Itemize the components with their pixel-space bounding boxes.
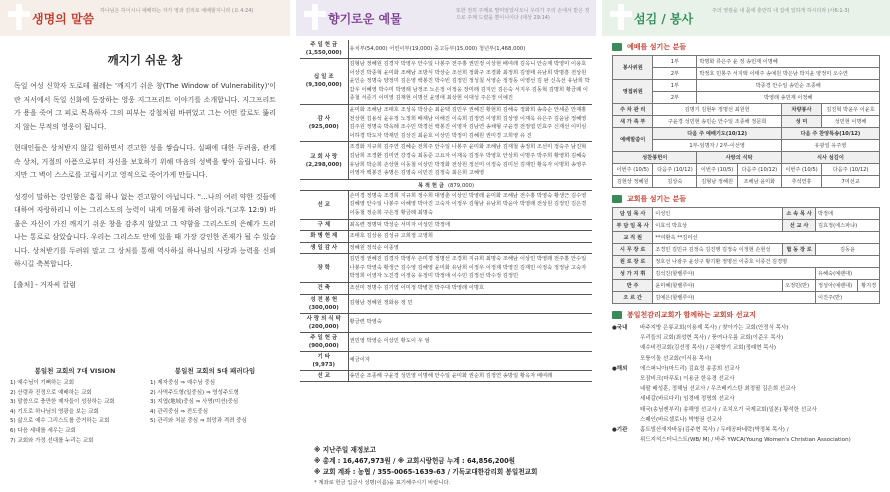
cell: 소 속 목 사 [783, 208, 816, 220]
offering-label: 화 병 헌 제 [300, 231, 348, 243]
cell: 성민현 이명해 [822, 116, 880, 128]
offering-label: 생 일 감 사 [300, 242, 348, 254]
cell: 김효정(에스파냐) [816, 220, 880, 232]
cell: 김동윤 [816, 244, 880, 256]
cross-icon [610, 4, 632, 30]
section-marker-icon [612, 311, 622, 319]
offering-names: 예금이자 [348, 351, 592, 370]
cell: 김형남 정혜원 [697, 176, 737, 188]
offering-label: 목 적 헌 금 [417, 182, 444, 189]
cell: 이성인 [653, 208, 783, 220]
offering-row [300, 190, 592, 219]
service-header-verse: 주의 영광을 내 몫에 충만히 내 집에 일하게 하시더라 (사6:1-3) [712, 8, 850, 14]
offering-label: 선 교 [300, 190, 348, 219]
vision-list [10, 366, 140, 446]
vision-item: 3) 말씀으로 충만한 제자들이 성장하는 교회 [10, 399, 115, 406]
offering-label: 성 전 봉 헌 (300,000) [300, 294, 348, 313]
cell: 추석연휴 [781, 176, 821, 188]
sermon-header [0, 0, 290, 36]
cell: 조경민 김민규 김정숙 김진행 김정숙 이정현 손현성 [653, 244, 783, 256]
cell: 이번주 (10/5) [781, 164, 821, 176]
cell: 성 미 [781, 116, 821, 128]
offering-names: 황금련 박영숙 [348, 313, 592, 332]
cell: 다음 주 찬양특송(10/12) [781, 128, 879, 140]
cell: 이효석 박효상 [653, 220, 783, 232]
offering-label: 기 타 (9,973) [300, 351, 348, 370]
section-marker-icon [612, 43, 622, 51]
offering-names: 김형남 정혜원 김경자 박영우 안수일 나봉주 전주홍 권민정 이상현 배여래 김옥니 안승제 박영미 이용호 이상진 박종혁 윤미화 조해남 조방식 박상순 조선희 정화구 조경화 최정희 김영태 유남희 박명흥 전상원 윤인순 정명숙 양정미 김은영 백봉진 박수빈 김정민 정성칠 서영순 정정동 이영선 김 완 신옥선 유남희 박갑우 이혜영 박수미 박영래 남정조 노은정 이정웅 장미래 김지인 김은숙 서지우 김동혁 김명희 황금례 이종철 서준기 이미영 김재현 이명선 윤영애 최상현 이대성 주은정 이예진 [348, 59, 592, 105]
cell: 영접위원 [613, 80, 653, 104]
offering-label: 주 일 헌 금 (1,550,000) [300, 40, 348, 59]
offering-row [300, 231, 592, 243]
service-column [602, 0, 890, 492]
offering-category [300, 179, 592, 190]
mission-item: 모잠비크(마푸토) 이용균 한유경 선교사 [640, 376, 735, 383]
cross-icon [304, 4, 326, 30]
cell: 다음 주 예배기도(10/12) [653, 128, 781, 140]
cell: 김석진(할렐루야) [653, 268, 816, 280]
mission-list [612, 323, 880, 445]
offering-row [300, 59, 592, 105]
finance-total: ※ 총계 : 16,467,973원 / ※ 교회시랑헌금 누계 : 64,856,200원 [314, 457, 516, 465]
cell: 정호선 나광주 윤상구 황기환 정명선 이중호 이종건 김경명 [653, 256, 880, 268]
mission-item: 모퉁이돌 선교회(이서용 목사) [640, 355, 712, 362]
offering-names: 손미경 정명숙 조경희 지규희 정수희 대영춘 이상인 박영래 윤미화 조해남 전수홍 박영숙 황생근 김수영 김혜영 안수일 나봉주 이혜영 박아진 고숙자 이정우 김형남 유남희 박윤아 박영래 전상원 김정민 김은경 이동철 정순희 구은정 황금례 최명숙 [348, 190, 592, 219]
cell: 김상숙 [653, 176, 697, 188]
offering-label: 선 교 [300, 370, 348, 382]
cell: 교 직 원 [613, 232, 653, 244]
cell: 반 주 [613, 280, 653, 292]
vision-item: 4) 기도로 하나님의 영광을 보는 교회 [10, 408, 99, 415]
offering-row [300, 104, 592, 141]
paradigm-item: 2) 사역주도형(일중심) ⇒ 영성주도형 [150, 389, 239, 396]
section-marker-icon [612, 195, 622, 203]
sermon-header-title: 생명의 말씀 [32, 12, 95, 26]
cell: 부 담 임 목 사 [613, 220, 653, 232]
offering-row [300, 332, 592, 351]
cell: 박명화 류은주 윤 정 송민재 이명혜 [697, 56, 880, 68]
mission-item: 태국(송님켄부리) 송해영 선교사 / 조치오기 국제교회(일본) 황석한 선교사 [640, 406, 817, 413]
cell: 선 교 사 [783, 220, 816, 232]
cell: 예배말씀이 [613, 128, 653, 152]
finance-report [314, 445, 537, 488]
cell: 황지경 [858, 280, 880, 292]
offering-row [300, 40, 592, 59]
offering-row [300, 242, 592, 254]
cell: 박정호 민봉주 서지택 이태주 송예원 박은남 박지윤 양정미 오수연 [697, 68, 880, 80]
vision-item: 5) 삶으로 예수 그리스도를 증거하는 교회 [10, 418, 110, 425]
cell: 2부 [653, 92, 697, 104]
offering-header [296, 0, 596, 36]
offering-names: 조경화 지규희 김주연 김혜순 전희주 안수일 나봉주 윤미화 조해남 김재철 송정희 조선미 정숙주 남진혁 김남희 조경환 김미연 강경숙 최동준 고요자 이재옥 김정우 박영호 안상희 이명주 박주희 황영희 김혜숙 유남희 박순희 손상현 이동철 이상민 박정화 전상원 정선미 이정숙 김미선 김재민 황옥자 이명희 송영주 이영자 백봉진 송명은 김영숙 이민진 김정숙 최은희 고혜영 [348, 142, 592, 179]
paradigm-item: 4) 관리중심 ⇒ 전도중심 [150, 408, 209, 415]
service-header [602, 0, 890, 36]
offering-names: 조선미 정명수 김기엽 이미정 박병천 박주대 박영래 이명호 [348, 283, 592, 295]
mission-item: 위드지석스터니스트(WB/ M) / 바주 YWCA(Young Women's Christian Association) [640, 437, 851, 444]
cell: 이진주(반) [816, 292, 880, 304]
mission-group [612, 323, 880, 364]
offering-row [300, 370, 592, 382]
mission-item: 세네갈(바르다리) 임경배 정명희 선교사 [640, 396, 735, 403]
offering-label: 감 사 (925,000) [300, 104, 348, 141]
mission-item: 네팔 배성훈, 정해님 선교사 / 우즈베키스탄 최정필 김은희 선교사 [640, 386, 796, 393]
paradigm-list [150, 366, 280, 446]
sermon-paragraph: 독일 여성 신학자 도로테 죌레는 '깨지기 쉬운 창(The Window of Vulnerability)'이란 저서에서 독일 신화에 등장하는 영웅 지그프리트 이야기를 소개합니다. 지그프리트가 용을 죽여 그 피로 목욕하자 그의 피부는 강철처럼 바뀌었고 그는 어떤 칼로도 뚫리지 않는 무적의 영웅이 됩니다. [14, 82, 276, 131]
cell: 다음주 (10/12) [737, 164, 781, 176]
offering-header-title: 향기로운 예물 [328, 12, 402, 26]
offering-names: 김형남 정혜원 정화용 정 민 [348, 294, 592, 313]
cell: 박정애 [816, 208, 880, 220]
worship-servers-table [612, 55, 880, 188]
cell: 박영래 송민재 이정혜 [697, 92, 880, 104]
church-servers-heading: 교회를 섬기는 분들 [612, 194, 880, 204]
paradigm-item: 1) 제자중심 ⇒ 예수님 중심 [150, 380, 216, 386]
offering-names: 권민영 박영순 이상민 황도이 우 엄 [348, 332, 592, 351]
offering-label: 구 제 [300, 219, 348, 231]
cell: 1부-임명자 / 2부-이선영 [653, 140, 781, 152]
offering-names: 최옥련 정명덕 박성순 서미자 이성민 박정애 [348, 219, 592, 231]
cell: 다음주 (10/12) [653, 164, 697, 176]
paradigm-item: 5) 관리와 처분 중심 ⇒ 희망과 격려 중심 [150, 418, 247, 425]
cell: 조해남 윤미화 [737, 176, 781, 188]
sermon-paragraph: 현대인들은 상처받지 않길 원하면서 견고한 성을 쌓습니다. 실패에 대한 두려움, 관계 속 상처, 거절의 아픔으로부터 자신을 보호하기 위해 마음의 성벽을 쌓아 올립니다. 하지만 그 벽이 스스로를 고립시키고 영적으로 죽어가게 만듭니다. [14, 144, 276, 179]
offering-header-verse: 또한 천히 주께로 말미암았사오니 우리가 주의 손에서 받은 것으로 주께 드렸을 뿐이니이다 (대상 29:14) [456, 8, 590, 21]
vision-item: 6) 다음 세대를 세우는 교회 [10, 427, 76, 434]
mission-item: 바주지방 은류교회(이용제 목사) / 찾아가는 교회(안정식 목사) [640, 325, 789, 331]
cell: 김명기 김현두 정명선 최원헌 [653, 104, 781, 116]
cell: 담 임 목 사 [613, 208, 653, 220]
service-header-title: 섬김 / 봉사 [634, 12, 694, 26]
cell: 윤미혜(할렐루야) [653, 280, 783, 292]
mission-item: 에스퍼니아(마드리) 김효정 송종희 선교사 [640, 365, 740, 372]
offering-row [300, 142, 592, 179]
sermon-header-verse: 하나님은 하이시니 예배하는 자가 영과 진리로 예배할지니라 (요 4:24) [100, 8, 254, 14]
mission-group [612, 364, 880, 425]
offering-label: 장 학 [300, 254, 348, 283]
cell: **여환옥 **김미선 [653, 232, 880, 244]
cell: 시 무 장 로 [613, 244, 653, 256]
mission-category: ●기관 [612, 427, 628, 434]
offering-row [300, 283, 592, 295]
cell: 차량봉사 [781, 104, 821, 116]
cell: 성찬봉헌이 [613, 152, 697, 164]
sermon-source: [출처] - 거자씨 칼럼 [14, 280, 76, 289]
offering-label: 십 일 조 (9,300,000) [300, 59, 348, 105]
mission-heading: 봉일천감리교회가 함께하는 교회와 선교지 [612, 310, 880, 320]
mission-item: 예수비전교회(김선정 목사) / 은혜향기 교회(정래현 목사) [640, 345, 777, 352]
bank-account: ※ 교회 계좌 : 농협 / 355-0065-1639-63 / 기독교대한감리회 봉일천교회 [314, 468, 538, 476]
sermon-column [0, 0, 290, 492]
paradigm-item: 3) 지엽(地域)중심 ⇒ 사명(미션)중심 [150, 399, 239, 406]
worship-servers-heading: 예배를 섬기는 분들 [612, 42, 880, 52]
mission-item: 우리들의 교회(최성현 목사) / 풍여나우름 교회(이준우 목사) [640, 335, 784, 342]
cell: 1부 [653, 80, 697, 92]
cell: 협 동 장 로 [783, 244, 816, 256]
offering-label: 사 랑 의 식 탁 (200,000) [300, 313, 348, 332]
offering-names: 정혜원 정석순 이종영 [348, 242, 592, 254]
cell: 7여선교 [822, 176, 880, 188]
cell: 유광일 유주영 [781, 140, 879, 152]
cell: 새 가 족 부 [613, 116, 653, 128]
offering-label: 건 축 [300, 283, 348, 295]
offering-row [300, 219, 592, 231]
cell: 다음주 (10/12) [822, 164, 880, 176]
vision-item: 7) 교회와 가정 선대를 누리는 교회 [10, 437, 94, 444]
vision-item: 1) 예수님이 기뻐하는 교회 [10, 380, 75, 386]
cell: 사랑의 식탁 [697, 152, 781, 164]
vision-title: 봉일천 교회의 7대 VISION [34, 367, 116, 375]
sermon-title: 깨지기 쉬운 창 [107, 53, 183, 67]
vision-item: 2) 산령과 진정으로 예배하는 교회 [10, 389, 92, 396]
church-staff-table [612, 207, 880, 304]
offering-row [300, 294, 592, 313]
cell: 김진혁 박윤우 이윤호 [822, 104, 880, 116]
cell: 유혜숙(예랜대) [816, 268, 880, 280]
offering-row [300, 313, 592, 332]
cell: 성 가 지 휘 [613, 268, 653, 280]
cell: 구윤경 성민현 송민순 안수일 조종해 정문희 [653, 116, 781, 128]
offering-row [300, 179, 592, 190]
cell: 주 차 관 리 [613, 104, 653, 116]
cell: 오정민(반) [783, 280, 816, 292]
offering-names: 김민정 권혜진 김경자 박영우 손미경 정명선 조경희 지규희 최명숙 조해남 이상민 박영래 전주홍 안수일 나봉주 박영숙 황생근 김수영 김혜영 윤미화 유남희 이정우 이정재 박영진 김재민 이정숙 정정남 고숙자 박정희 이영자 노진경 이정웅 유정미 박정애 이수민 김정선 박수정 김정민 [348, 254, 592, 283]
cell: 이번주 (10/5) [613, 164, 653, 176]
cross-icon [8, 4, 30, 30]
cell: 박종경 안수일 송민순 조종해 [697, 80, 880, 92]
vision-section [10, 366, 280, 446]
finance-title: ※ 지난주일 재정보고 [314, 446, 376, 454]
offering-names: 송민순 조종해 구윤경 성민영 이명해 안수일 윤미화 권순희 김정연 송방일 황옥자 배여래 [348, 370, 592, 382]
cell: 원 로 장 로 [613, 256, 653, 268]
cell: 정성아(예랜대) [816, 280, 858, 292]
offering-names: 윤미화 조해남 조태호 조성옥 박상순 최윤택 김민우 권혜진 황현희 김해숙 정화희 송측순 안세준 안재홍 전상현 김용석 윤유정 노정희 배재남 이해진 이숙희 김정연 이영희 김상영 이재옥 유은주 김윤남 정혜영 김주원 정명숙 박옥례 조수민 박경선 백봉진 이영자 김남연 송채형 구윤경 전정엽 민효주 신재선 이미심 이하경 박도자 박재민 김상진 최윤호 이상민 박정미 김혜원 권미경 고희영 유 진 [348, 104, 592, 141]
offering-names: 조태호 김상용 김성규 고희정 고영희 [348, 231, 592, 243]
cell: 이번주 (10/5) [697, 164, 737, 176]
cell: 식사 섬김이 [781, 152, 879, 164]
offering-names: 유치부(54,000) 어린이부(19,000) 중고등부(15,000) 청년부(1,468,000) [348, 40, 592, 59]
offering-table [300, 40, 592, 382]
paradigm-title: 봉일천 교회의 5대 패러다임 [174, 367, 256, 375]
cell: 1부 [653, 56, 697, 68]
cell: 2부 [653, 68, 697, 80]
mission-category: ●국내 [612, 325, 628, 331]
offering-label: 교 회 사 랑 (2,298,000) [300, 142, 348, 179]
cell: 김현상 정혜원 [613, 176, 653, 188]
cell: 오 르 간 [613, 292, 653, 304]
cell: 봉사위원 [613, 56, 653, 80]
offering-amount: (879,000) [447, 182, 475, 189]
mission-group [612, 425, 880, 445]
offering-row [300, 254, 592, 283]
mission-item: 홈트빌산새자바동(김주현 목사) / 두레공파네락(박정복 목사) / [640, 427, 789, 434]
sermon-paragraph: 성경이 말하는 강인함은 흠집 하나 없는 견고함이 아닙니다. "…나의 여러 약한 것들에 대하여 자랑하리니 이는 그리스도의 능력이 내게 머물게 하려 함이라."(고후 12:9) 바울은 자신이 가진 깨지기 쉬운 창을 감추지 않았고 그 약함을 그리스도의 은혜가 드러나는 통로로 삼았습니다. 우리는 그리스도 안에 있을 때 가장 강인한 존재가 될 수 있습니다. 상처받기를 두려워 말고 그 상처를 통해 역사하실 하나님의 사랑과 능력을 신뢰하시길 축복합니다. [14, 192, 276, 268]
finance-note: * 계좌로 헌금 입금시 성명(이름)을 표기해주시기 바랍니다. [314, 480, 451, 486]
mission-item: 스페인(바르셀로나) 박병권 선교사 [640, 416, 723, 423]
offering-row [300, 351, 592, 370]
cell: 김예은(할렐루야) [653, 292, 816, 304]
offering-column [296, 0, 596, 492]
mission-category: ●해외 [612, 365, 628, 372]
offering-label: 주 일 헌 금 (900,000) [300, 332, 348, 351]
